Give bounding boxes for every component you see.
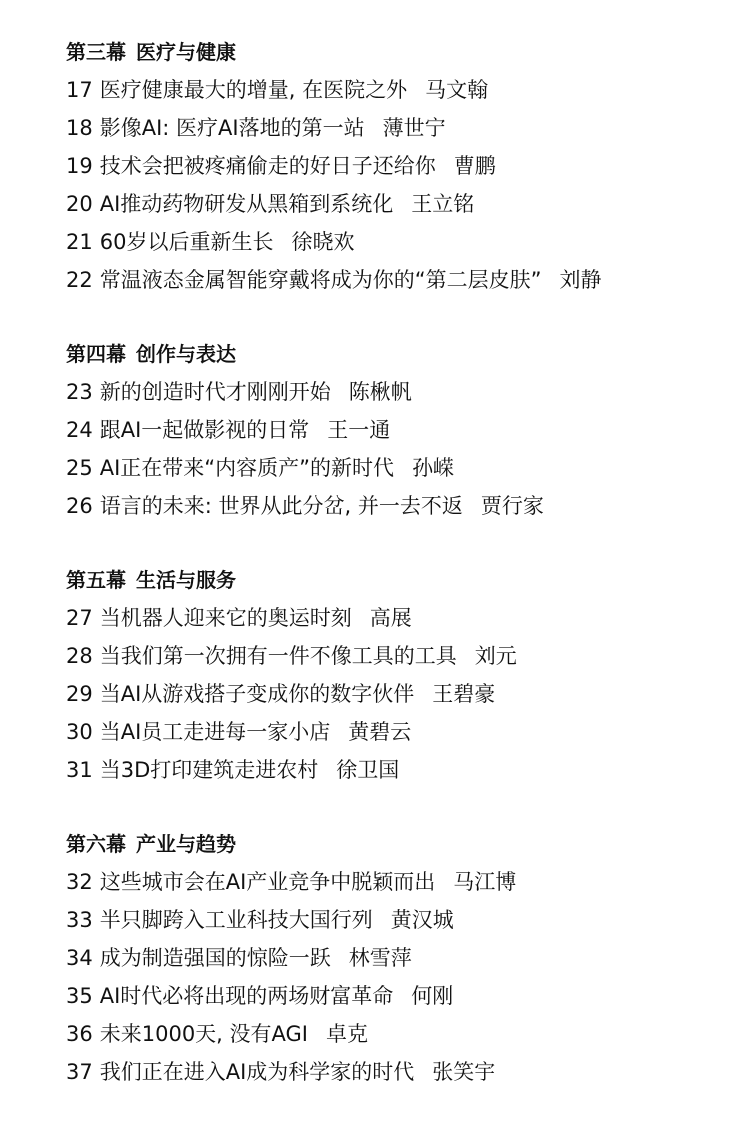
entry-title: 半只脚跨入工业科技大国行列 — [99, 908, 373, 932]
entry-author: 孙嵘 — [412, 456, 455, 480]
section-theme: 生活与服务 — [136, 568, 236, 592]
entry-author: 徐晓欢 — [291, 230, 355, 254]
entry-author: 曹鹏 — [453, 154, 496, 178]
section-act-5 — [66, 561, 750, 789]
section-act-label: 第四幕 — [66, 342, 126, 366]
entry-author: 王立铭 — [411, 192, 475, 216]
entry-author: 刘元 — [474, 644, 517, 668]
toc-entry[interactable] — [66, 411, 750, 449]
entry-number: 28 — [66, 644, 93, 668]
entry-author: 何刚 — [411, 984, 454, 1008]
section-theme: 创作与表达 — [136, 342, 236, 366]
section-act-4 — [66, 335, 750, 525]
entry-title: 成为制造强国的惊险一跃 — [99, 946, 331, 970]
toc-entry[interactable] — [66, 977, 750, 1015]
entry-title: 当AI从游戏搭子变成你的数字伙伴 — [99, 682, 415, 706]
entry-title: 语言的未来: 世界从此分岔, 并一去不返 — [99, 494, 463, 518]
entry-title: 当机器人迎来它的奥运时刻 — [99, 606, 352, 630]
entry-number: 24 — [66, 418, 93, 442]
entry-author: 卓克 — [326, 1022, 368, 1046]
entry-author: 徐卫国 — [336, 758, 400, 782]
toc-entry[interactable] — [66, 109, 750, 147]
entry-author: 黄汉城 — [390, 908, 454, 932]
toc-entry[interactable] — [66, 223, 750, 261]
section-title — [66, 335, 750, 373]
toc-entry[interactable] — [66, 901, 750, 939]
entry-number: 18 — [66, 116, 93, 140]
entry-author: 马江博 — [453, 870, 517, 894]
toc-entry[interactable] — [66, 751, 750, 789]
entry-title: 当3D打印建筑走进农村 — [99, 758, 319, 782]
entry-title: 当我们第一次拥有一件不像工具的工具 — [99, 644, 457, 668]
entry-title: 新的创造时代才刚刚开始 — [99, 380, 331, 404]
entry-number: 31 — [66, 758, 93, 782]
entry-number: 22 — [66, 268, 93, 292]
toc-entry[interactable] — [66, 599, 750, 637]
toc-entry[interactable] — [66, 71, 750, 109]
entry-author: 陈楸帆 — [348, 380, 412, 404]
entry-number: 35 — [66, 984, 93, 1008]
toc-entry[interactable] — [66, 147, 750, 185]
entry-number: 34 — [66, 946, 93, 970]
toc-entry[interactable] — [66, 637, 750, 675]
section-theme: 医疗与健康 — [136, 40, 236, 64]
entry-title: 跟AI一起做影视的日常 — [99, 418, 310, 442]
toc-entry[interactable] — [66, 487, 750, 525]
entry-title: 这些城市会在AI产业竞争中脱颖而出 — [99, 870, 436, 894]
entry-number: 32 — [66, 870, 93, 894]
toc-entry[interactable] — [66, 1053, 750, 1091]
toc-entry[interactable] — [66, 675, 750, 713]
section-title — [66, 33, 750, 71]
entry-author: 王碧豪 — [432, 682, 496, 706]
entry-title: 医疗健康最大的增量, 在医院之外 — [99, 78, 408, 102]
entry-title: AI正在带来“内容质产”的新时代 — [99, 456, 395, 480]
section-act-label: 第三幕 — [66, 40, 126, 64]
section-act-label: 第六幕 — [66, 832, 126, 856]
entry-author: 林雪萍 — [348, 946, 412, 970]
entry-author: 黄碧云 — [348, 720, 412, 744]
toc-entry[interactable] — [66, 185, 750, 223]
entry-title: 当AI员工走进每一家小店 — [99, 720, 331, 744]
entry-author: 刘静 — [559, 268, 602, 292]
entry-number: 25 — [66, 456, 93, 480]
entry-number: 33 — [66, 908, 93, 932]
entry-title: 技术会把被疼痛偷走的好日子还给你 — [99, 154, 436, 178]
entry-number: 36 — [66, 1022, 93, 1046]
entry-number: 17 — [66, 78, 93, 102]
toc-entry[interactable] — [66, 449, 750, 487]
entry-author: 高展 — [369, 606, 412, 630]
entry-author: 马文翰 — [425, 78, 489, 102]
toc-entry[interactable] — [66, 863, 750, 901]
entry-number: 19 — [66, 154, 93, 178]
section-theme: 产业与趋势 — [136, 832, 236, 856]
section-act-label: 第五幕 — [66, 568, 126, 592]
entry-number: 29 — [66, 682, 93, 706]
entry-number: 21 — [66, 230, 93, 254]
section-act-6 — [66, 825, 750, 1091]
toc-entry[interactable] — [66, 373, 750, 411]
toc-entry[interactable] — [66, 1015, 750, 1053]
entry-number: 23 — [66, 380, 93, 404]
entry-author: 贾行家 — [480, 494, 544, 518]
entry-title: AI时代必将出现的两场财富革命 — [99, 984, 394, 1008]
toc-entry[interactable] — [66, 939, 750, 977]
entry-author: 王一通 — [327, 418, 391, 442]
entry-title: 60岁以后重新生长 — [99, 230, 274, 254]
section-title — [66, 561, 750, 599]
entry-number: 27 — [66, 606, 93, 630]
toc-entry[interactable] — [66, 261, 750, 299]
entry-number: 26 — [66, 494, 93, 518]
entry-title: 我们正在进入AI成为科学家的时代 — [99, 1060, 415, 1084]
entry-number: 37 — [66, 1060, 93, 1084]
section-act-3 — [66, 33, 750, 299]
entry-number: 20 — [66, 192, 93, 216]
toc-entry[interactable] — [66, 713, 750, 751]
entry-title: 影像AI: 医疗AI落地的第一站 — [99, 116, 365, 140]
entry-title: 未来1000天, 没有AGI — [99, 1022, 308, 1046]
entry-number: 30 — [66, 720, 93, 744]
entry-title: AI推动药物研发从黑箱到系统化 — [99, 192, 394, 216]
entry-author: 薄世宁 — [382, 116, 446, 140]
section-title — [66, 825, 750, 863]
entry-title: 常温液态金属智能穿戴将成为你的“第二层皮肤” — [99, 268, 542, 292]
entry-author: 张笑宇 — [432, 1060, 496, 1084]
